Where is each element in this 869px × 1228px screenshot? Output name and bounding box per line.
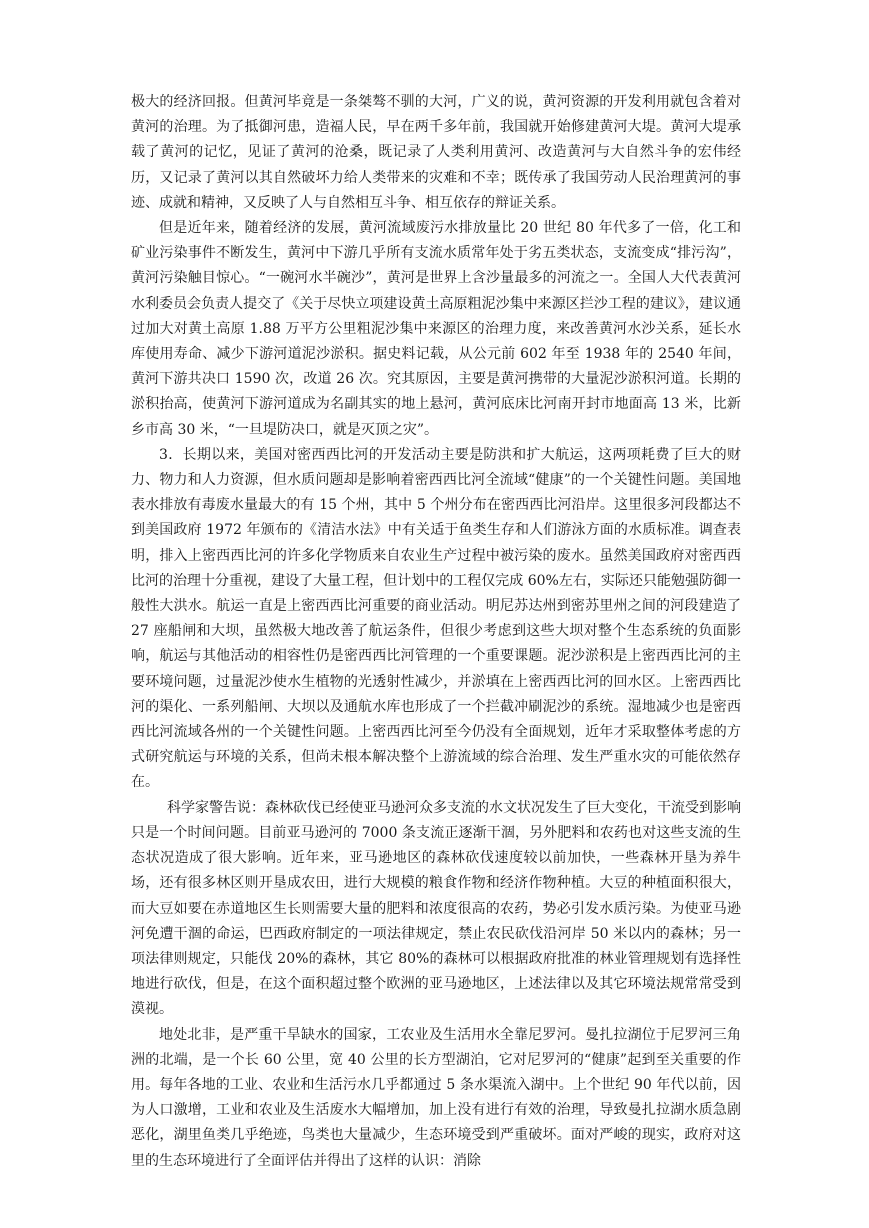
paragraph-yellow-river-levee: 极大的经济回报。但黄河毕竟是一条桀骜不驯的大河，广义的说，黄河资源的开发利用就包含着对黄河的治理。为了抵御河患，造福人民，早在两千多年前，我国就开始修建黄河大堤。黄河大堤承载了黄河的记忆，见证了黄河的沧桑，既记录了人类利用黄河、改造黄河与大自然斗争的宏伟经历，又记录了黄河以其自然破坏力给人类带来的灾难和不幸；既传承了我国劳动人民治理黄河的事迹、成就和精神，又反映了人与自然相互斗争、相互依存的辩证关系。 bbox=[131, 94, 741, 211]
paragraph-amazon: 科学家警告说：森林砍伐已经使亚马逊河众多支流的水文状况发生了巨大变化，干流受到影响只是一个时间问题。目前亚马逊河的 7000 条支流正逐渐干涸，另外肥料和农药也对这些支流的生态状况造成了很大影响。近年来，亚马逊地区的森林砍伐速度较以前加快，一些森林开垦为养牛场，还有很多林区则开垦成农田，进行大规模的粮食作物和经济作物种植。大豆的种植面积很大，而大豆如要在赤道地区生长则需要大量的肥料和浓度很高的农药，势必引发水质污染。为使亚马逊河免遭干涸的命运，巴西政府制定的一项法律规定，禁止农民砍伐沿河岸 50 米以内的森林；另一项法律则规定，只能伐 20%的森林，其它 80%的森林可以根据政府批准的林业管理规划有选择性地进行砍伐，但是，在这个面积超过整个欧洲的亚马逊地区，上述法律以及其它环境法规常常受到漠视。 bbox=[131, 799, 741, 1018]
body-text bbox=[131, 90, 741, 1174]
paragraph-yellow-river-pollution: 但是近年来，随着经济的发展，黄河流域废污水排放量比 20 世纪 80 年代多了一倍，化工和矿业污染事件不断发生，黄河中下游几乎所有支流水质常年处于劣五类状态，支流变成“排污沟”，黄河污染触目惊心。“一碗河水半碗沙”，黄河是世界上含沙量最多的河流之一。全国人大代表黄河水利委员会负责人提交了《关于尽快立项建设黄土高原粗泥沙集中来源区拦沙工程的建议》，建议通过加大对黄土高原 1.88 万平方公里粗泥沙集中来源区的治理力度，来改善黄河水沙关系，延长水库使用寿命、减少下游河道泥沙淤积。据史料记载，从公元前 602 年至 1938 年的 2540 年间，黄河下游共决口 1590 次，改道 26 次。究其原因，主要是黄河携带的大量泥沙淤积河道。长期的淤积抬高，使黄河下游河道成为名副其实的地上悬河，黄河底床比河南开封市地面高 13 米，比新乡市高 30 米，“一旦堤防决口，就是灭顶之灾”。 bbox=[131, 220, 741, 438]
paragraph-mississippi: 3．长期以来，美国对密西西比河的开发活动主要是防洪和扩大航运，这两项耗费了巨大的财力、物力和人力资源，但水质问题却是影响着密西西比河全流域“健康”的一个关键性问题。美国地表水排放有毒废水量最大的有 15 个州，其中 5 个州分布在密西西比河沿岸。这里很多河段都达不到美国政府 1972 年颁布的《清洁水法》中有关适于鱼类生存和人们游泳方面的水质标准。调查表明，排入上密西西比河的许多化学物质来自农业生产过程中被污染的废水。虽然美国政府对密西西比河的治理十分重视，建设了大量工程，但计划中的工程仅完成 60%左右，实际还只能勉强防御一般性大洪水。航运一直是上密西西比河重要的商业活动。明尼苏达州到密苏里州之间的河段建造了 27 座船闸和大坝，虽然极大地改善了航运条件，但很少考虑到这些大坝对整个生态系统的负面影响，航运与其他活动的相容性仍是密西西比河管理的一个重要课题。泥沙淤积是上密西西比河的主要环境问题，过量泥沙使水生植物的光透射性减少，并淤填在上密西西比河的回水区。上密西西比河的渠化、一系列船闸、大坝以及通航水库也形成了一个拦截冲刷泥沙的系统。湿地减少也是密西西比河流域各州的一个关键性问题。上密西西比河至今仍没有全面规划，近年才采取整体考虑的方式研究航运与环境的关系，但尚未根本解决整个上游流域的综合治理、发生严重水灾的可能依然存在。 bbox=[131, 446, 741, 791]
paragraph-nile-egypt: 地处北非，是严重干旱缺水的国家，工农业及生活用水全靠尼罗河。曼扎拉湖位于尼罗河三角洲的北端，是一个长 60 公里，宽 40 公里的长方型湖泊，它对尼罗河的“健康”起到至关重要的作用。每年各地的工业、农业和生活污水几乎都通过 5 条水渠流入湖中。上个世纪 90 年代以前，因为人口激增，工业和农业及生活废水大幅增加，加上没有进行有效的治理，导致曼扎拉湖水质急剧恶化，湖里鱼类几乎绝迹，鸟类也大量减少，生态环境受到严重破坏。面对严峻的现实，政府对这里的生态环境进行了全面评估并得出了这样的认识：消除 bbox=[131, 1026, 741, 1169]
